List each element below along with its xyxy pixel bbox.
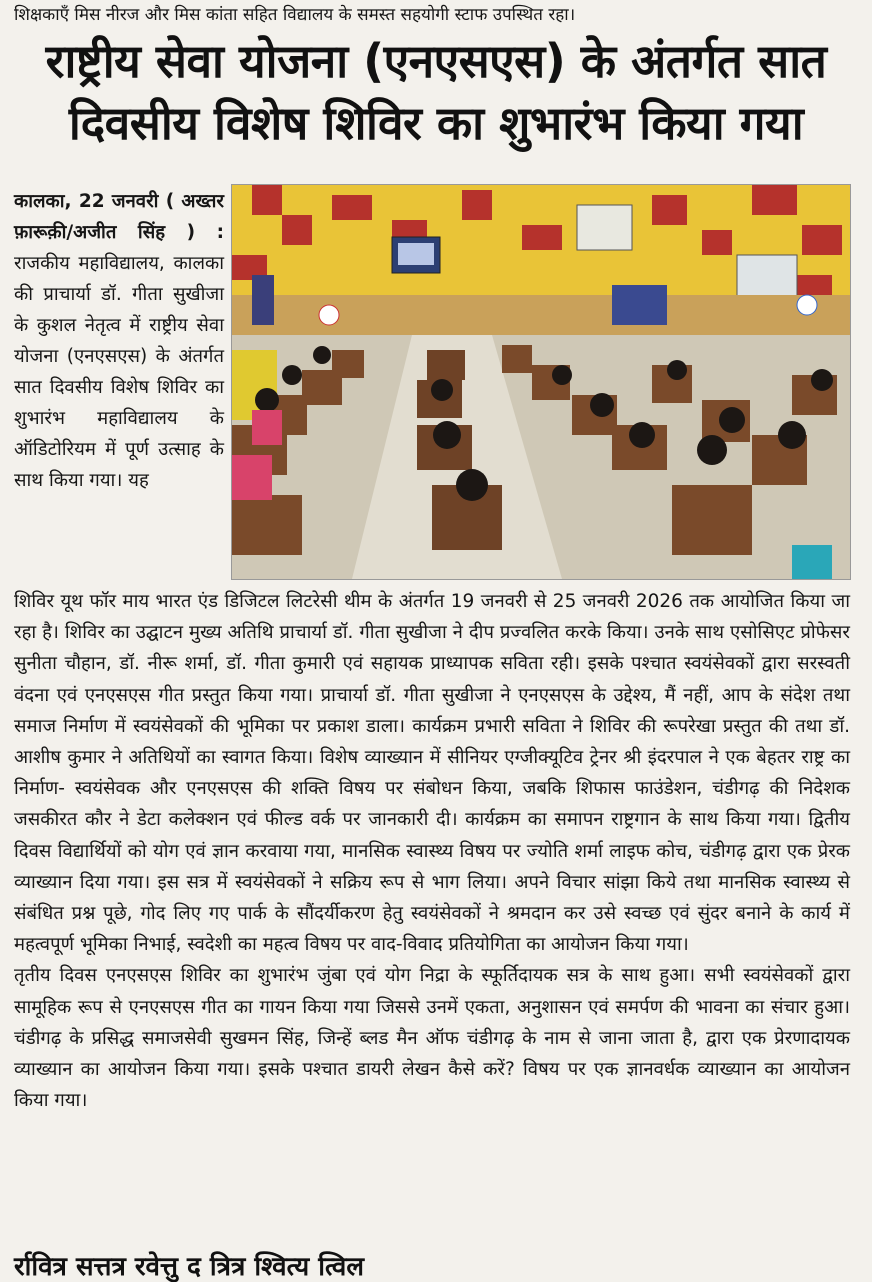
- article-body: [14, 586, 850, 1116]
- byline: कालका, 22 जनवरी ( अख्तर फ़ारूक़ी/अजीत सिंह ) :: [14, 191, 224, 243]
- headline-line-1: राष्ट्रीय सेवा योजना (एनएसएस) के अंतर्गत सात: [45, 34, 827, 88]
- headline-line-2: दिवसीय विशेष शिविर का शुभारंभ किया गया: [68, 96, 804, 150]
- headline: [0, 30, 872, 154]
- next-headline-fragment: र्रावित्र सत्तत्र रवेत्तु द त्रित्र श्वित्य त्विल: [14, 1252, 364, 1282]
- body-paragraph-1: शिविर यूथ फॉर माय भारत एंड डिजिटल लिटरेसी थीम के अंतर्गत 19 जनवरी से 25 जनवरी 2026 तक आयोजित किया जा रहा है। शिविर का उद्घाटन मुख्य अतिथि प्राचार्या डॉ. गीता सुखीजा ने दीप प्रज्वलित करके किया। उनके साथ एसोसिएट प्रोफेसर सुनीता चौहान, डॉ. नीरू शर्मा, डॉ. गीता कुमारी एवं सहायक प्राध्यापक सविता रही। इसके पश्चात स्वयंसेवकों द्वारा सरस्वती वंदना एवं एनएसएस गीत प्रस्तुत किया गया। प्राचार्या डॉ. गीता सुखीजा ने एनएसएस के उद्देश्य, मैं नहीं, आप के संदेश तथा समाज निर्माण में स्वयंसेवकों की भूमिका पर प्रकाश डाला। कार्यक्रम प्रभारी सविता ने शिविर की रूपरेखा प्रस्तुत की तथा डॉ. आशीष कुमार ने अतिथियों का स्वागत किया। विशेष व्याख्यान में सीनियर एग्जीक्यूटिव ट्रेनर श्री इंदरपाल ने एक बेहतर राष्ट्र का निर्माण- स्वयंसेवक और एनएसएस की शक्ति विषय पर संबोधन किया, जबकि शिफास फाउंडेशन, चंडीगढ़ की निदेशक जसकीरत कौर ने डेटा कलेक्शन एवं फील्ड वर्क पर जानकारी दी। कार्यक्रम का समापन राष्ट्रगान के साथ किया गया। द्वितीय दिवस विद्यार्थियों को योग एवं ज्ञान करवाया गया, मानसिक स्वास्थ्य विषय पर ज्योति शर्मा लाइफ कोच, चंडीगढ़ द्वारा एक प्रेरक व्याख्यान दिया गया। इस सत्र में स्वयंसेवकों ने सक्रिय रूप से भाग लिया। अपने विचार सांझा किये तथा मानसिक स्वास्थ्य से संबंधित प्रश्न पूछे, गोद लिए गए पार्क के सौंदर्यीकरण हेतु स्वयंसेवकों ने श्रमदान कर उसे स्वच्छ एवं सुंदर बनाने के कार्य में महत्वपूर्ण भूमिका निभाई, स्वदेशी का महत्व विषय पर वाद-विवाद प्रतियोगिता का आयोजन किया गया।: [14, 591, 850, 956]
- column-body: राजकीय महाविद्यालय, कालका की प्राचार्या डॉ. गीता सुखीजा के कुशल नेतृत्व में राष्ट्रीय सेवा योजना (एनएसएस) के अंतर्गत सात दिवसीय विशेष शिविर का शुभारंभ महाविद्यालय के ऑडिटोरियम में पूर्ण उत्साह के साथ किया गया। यह: [14, 253, 224, 491]
- body-paragraph-2: तृतीय दिवस एनएसएस शिविर का शुभारंभ जुंबा एवं योग निद्रा के स्फूर्तिदायक सत्र के साथ हुआ। सभी स्वयंसेवकों द्वारा सामूहिक रूप से एनएसएस गीत का गायन किया गया जिससे उनमें एकता, अनुशासन एवं समर्पण की भावना का संचार हुआ। चंडीगढ़ के प्रसिद्ध समाजसेवी सुखमन सिंह, जिन्हें ब्लड मैन ऑफ चंडीगढ़ के नाम से जाना जाता है, द्वारा एक प्रेरणादायक व्याख्यान का आयोजन किया गया। इसके पश्चात डायरी लेखन कैसे करें? विषय पर एक ज्ञानवर्धक व्याख्यान का आयोजन किया गया।: [14, 965, 850, 1112]
- auditorium-photo-illustration: [232, 185, 850, 579]
- column-text: [14, 186, 224, 496]
- previous-article-line: शिक्षकाएँ मिस नीरज और मिस कांता सहित विद्यालय के समस्त सहयोगी स्टाफ उपस्थित रहा।: [14, 5, 576, 25]
- event-photo: [231, 184, 851, 580]
